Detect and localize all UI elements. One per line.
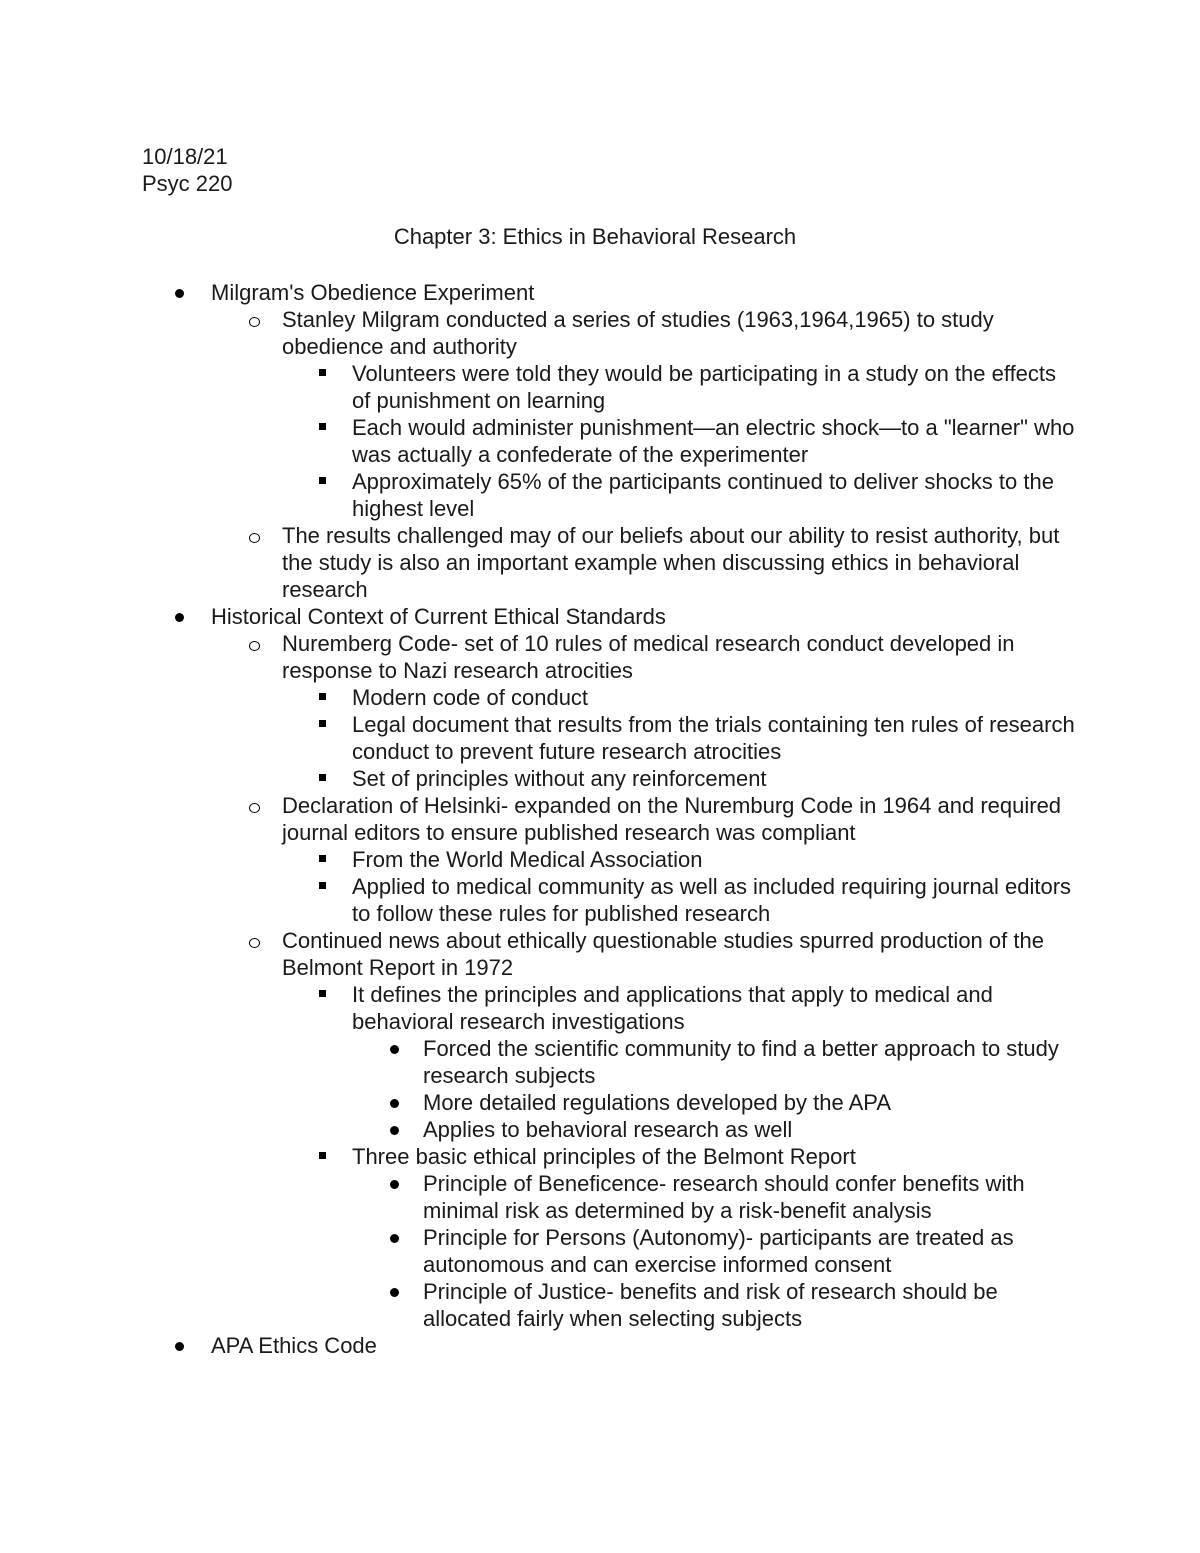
outline-item-text: Principle of Justice- benefits and risk of research should be allocated fairly when selecting subjects bbox=[423, 1279, 998, 1331]
outline-item-level-3 bbox=[0, 873, 1080, 927]
outline-item-text: Declaration of Helsinki- expanded on the Nuremburg Code in 1964 and required journal editors to ensure published research was compliant bbox=[282, 793, 1062, 845]
outline-item-text: Three basic ethical principles of the Belmont Report bbox=[352, 1144, 856, 1169]
outline-item-text: Legal document that results from the trials containing ten rules of research conduct to prevent future research atrocities bbox=[352, 712, 1075, 764]
outline-item-level-3 bbox=[0, 846, 1080, 873]
outline-item-level-3 bbox=[0, 765, 1080, 792]
outline-item-level-4 bbox=[0, 1278, 1080, 1332]
outline-item-text: Applied to medical community as well as included requiring journal editors to follow these rules for published research bbox=[352, 874, 1072, 926]
outline-item-level-1 bbox=[0, 279, 1090, 306]
outline-item-text: From the World Medical Association bbox=[352, 847, 703, 872]
outline-item-level-4 bbox=[0, 1089, 1080, 1116]
outline-item-level-1 bbox=[0, 603, 1090, 630]
outline-list bbox=[0, 279, 1200, 1359]
outline-item-text: Each would administer punishment—an electric shock—to a "learner" who was actually a confederate of the experimenter bbox=[352, 415, 1075, 467]
outline-item-level-1 bbox=[0, 1332, 1090, 1359]
outline-item-text: More detailed regulations developed by the APA bbox=[423, 1090, 892, 1115]
outline-item-text: Applies to behavioral research as well bbox=[423, 1117, 793, 1142]
course-name: Psyc 220 bbox=[142, 171, 233, 196]
outline-item-text: Continued news about ethically questionable studies spurred production of the Belmont Report in 1972 bbox=[282, 928, 1044, 980]
outline-item-level-3 bbox=[0, 414, 1080, 468]
outline-item-level-2 bbox=[0, 306, 1090, 360]
outline-item-level-3 bbox=[0, 468, 1080, 522]
outline-item-level-3 bbox=[0, 711, 1080, 765]
outline-item-text: APA Ethics Code bbox=[211, 1333, 377, 1358]
outline-item-text: Principle of Beneficence- research should confer benefits with minimal risk as determined by a risk-benefit analysis bbox=[423, 1171, 1025, 1223]
outline-item-text: It defines the principles and applications that apply to medical and behavioral research investigations bbox=[352, 982, 993, 1034]
outline-item-text: Milgram's Obedience Experiment bbox=[211, 280, 535, 305]
outline-item-text: Nuremberg Code- set of 10 rules of medical research conduct developed in response to Nazi research atrocities bbox=[282, 631, 1015, 683]
outline-item-level-2 bbox=[0, 522, 1090, 603]
note-date: 10/18/21 bbox=[142, 144, 228, 169]
outline-item-text: Set of principles without any reinforcement bbox=[352, 766, 767, 791]
outline-item-text: Modern code of conduct bbox=[352, 685, 589, 710]
outline-item-level-2 bbox=[0, 792, 1090, 846]
outline-item-text: Volunteers were told they would be participating in a study on the effects of punishment on learning bbox=[352, 361, 1057, 413]
outline-item-text: Approximately 65% of the participants continued to deliver shocks to the highest level bbox=[352, 469, 1054, 521]
outline-item-text: Principle for Persons (Autonomy)- participants are treated as autonomous and can exercise informed consent bbox=[423, 1225, 1014, 1277]
page-title: Chapter 3: Ethics in Behavioral Research bbox=[393, 224, 797, 249]
outline-item-level-2 bbox=[0, 630, 1090, 684]
outline-item-level-4 bbox=[0, 1035, 1080, 1089]
outline-item-level-3 bbox=[0, 1143, 1080, 1170]
outline-item-text: The results challenged may of our beliefs about our ability to resist authority, but the study is also an important example when discussing ethics in behavioral research bbox=[282, 523, 1060, 602]
outline-item-level-4 bbox=[0, 1224, 1080, 1278]
outline-item-text: Stanley Milgram conducted a series of studies (1963,1964,1965) to study obedience and authority bbox=[282, 307, 994, 359]
outline-item-level-2 bbox=[0, 927, 1090, 981]
outline-item-text: Historical Context of Current Ethical Standards bbox=[211, 604, 666, 629]
outline-item-level-3 bbox=[0, 981, 1080, 1035]
outline-item-level-4 bbox=[0, 1170, 1080, 1224]
outline-item-level-4 bbox=[0, 1116, 1080, 1143]
outline-item-level-3 bbox=[0, 684, 1080, 711]
outline-item-level-3 bbox=[0, 360, 1080, 414]
outline-item-text: Forced the scientific community to find a better approach to study research subjects bbox=[423, 1036, 1059, 1088]
